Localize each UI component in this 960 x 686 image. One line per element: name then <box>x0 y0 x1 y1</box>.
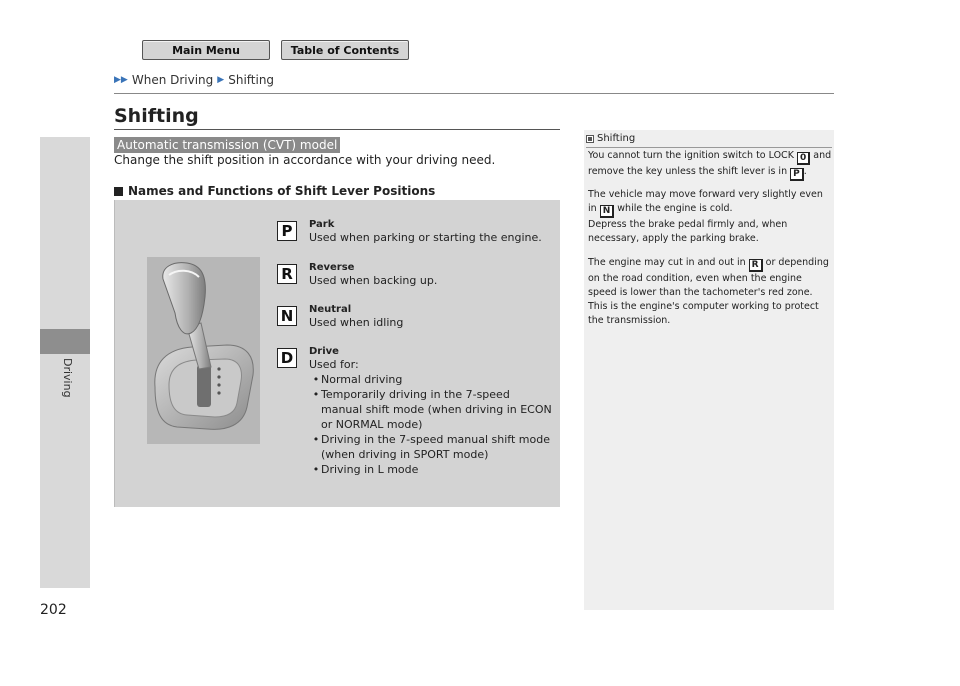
section-label: Driving <box>61 358 74 398</box>
bullet-square-icon <box>114 187 123 196</box>
note-icon <box>586 135 594 143</box>
keycap-p-icon: P <box>790 168 804 181</box>
gear-name: Reverse <box>309 262 355 273</box>
note-text: and remove the key unless the shift lever is in <box>588 150 832 177</box>
gear-desc: Used when parking or starting the engine. <box>309 231 542 244</box>
note-text: . <box>803 166 807 177</box>
shift-lever-image <box>147 257 260 444</box>
gear-reverse-description <box>309 262 554 288</box>
note-paragraph-2 <box>588 188 832 246</box>
note-text: or depending on the road condition, even when the engine speed is lower than the tachometer's red zone. This is the engine's computer working to protect the transmission. <box>588 257 829 326</box>
gear-park-description <box>309 219 554 245</box>
gear-neutral-description <box>309 304 554 330</box>
gear-name: Park <box>309 219 335 230</box>
note-divider <box>586 147 832 148</box>
drive-usage-list <box>309 372 554 477</box>
list-item: • Normal driving <box>309 372 554 387</box>
gear-drive-description <box>309 346 554 477</box>
breadcrumb-arrow-icon: ▶▶ <box>114 75 128 85</box>
model-tag: Automatic transmission (CVT) model <box>114 137 340 153</box>
note-text: The vehicle may move forward very slightly even in <box>588 189 823 214</box>
list-item: • Temporarily driving in the 7-speed manual shift mode (when driving in ECON or NORMAL mode) <box>309 387 554 432</box>
breadcrumb-arrow-icon: ▶ <box>217 75 225 85</box>
note-paragraph-1 <box>588 149 832 181</box>
list-item: • Driving in L mode <box>309 462 554 477</box>
note-text: Depress the brake pedal firmly and, when necessary, apply the parking brake. <box>588 219 788 244</box>
breadcrumb-item-when-driving[interactable]: When Driving <box>131 73 214 87</box>
gear-desc: Used for: <box>309 358 359 371</box>
page-number: 202 <box>40 602 67 618</box>
gear-p-icon: P <box>277 221 297 241</box>
header-divider <box>114 93 834 94</box>
note-heading-text: Shifting <box>597 133 636 144</box>
breadcrumb-item-shifting[interactable]: Shifting <box>228 73 275 87</box>
note-text: while the engine is cold. <box>617 203 733 214</box>
note-text: The engine may cut in and out in <box>588 257 746 268</box>
section-side-tab <box>40 329 90 354</box>
note-text: You cannot turn the ignition switch to LOCK <box>588 150 794 161</box>
list-item: • Driving in the 7-speed manual shift mode (when driving in SPORT mode) <box>309 432 554 462</box>
main-menu-button[interactable]: Main Menu <box>142 40 270 60</box>
keycap-r-icon: R <box>749 259 763 272</box>
page-title: Shifting <box>114 105 199 127</box>
gear-name: Neutral <box>309 304 352 315</box>
breadcrumb <box>114 73 274 87</box>
table-of-contents-button[interactable]: Table of Contents <box>281 40 409 60</box>
gear-d-icon: D <box>277 348 297 368</box>
gear-n-icon: N <box>277 306 297 326</box>
gear-desc: Used when backing up. <box>309 274 438 287</box>
note-paragraph-3 <box>588 256 832 328</box>
gear-desc: Used when idling <box>309 316 404 329</box>
gear-r-icon: R <box>277 264 297 284</box>
subheading <box>114 184 435 198</box>
keycap-n-icon: N <box>600 205 615 218</box>
subheading-text: Names and Functions of Shift Lever Positions <box>128 184 436 198</box>
keycap-0-icon: 0 <box>797 152 810 165</box>
note-heading <box>586 133 635 144</box>
title-divider <box>114 129 560 130</box>
gear-name: Drive <box>309 346 339 357</box>
intro-text: Change the shift position in accordance with your driving need. <box>114 153 496 167</box>
